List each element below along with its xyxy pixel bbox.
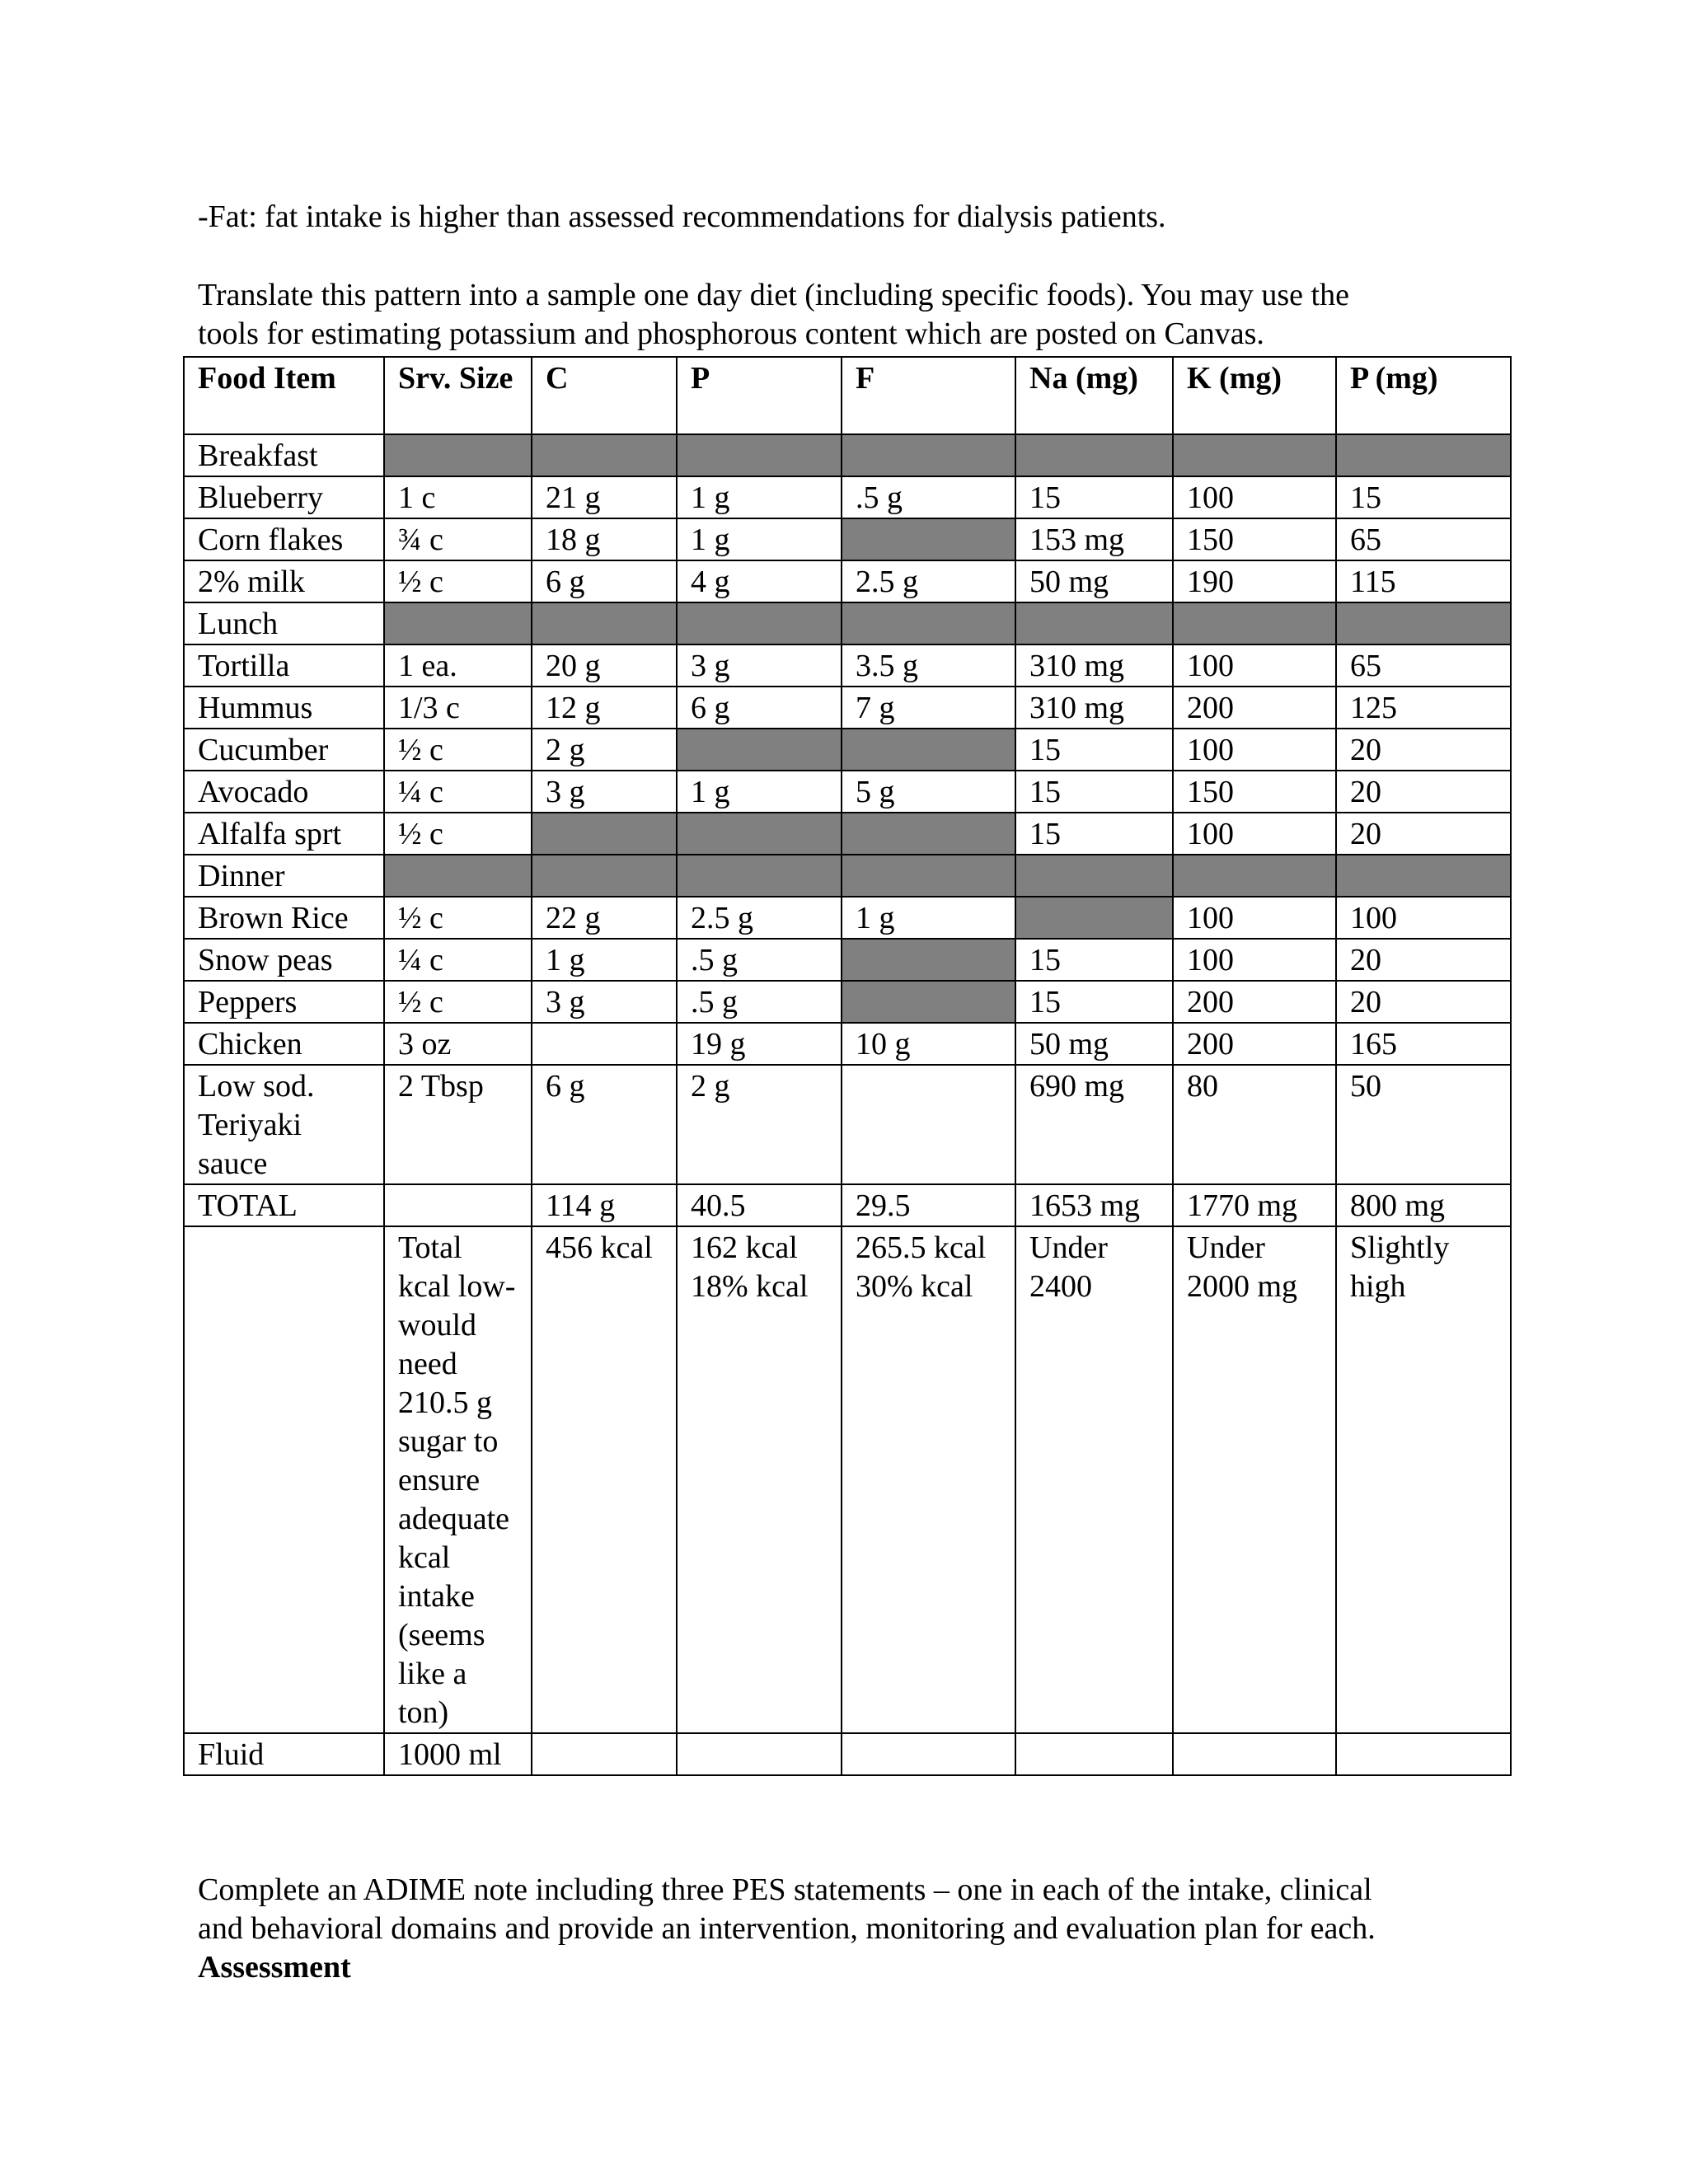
total-protein-cell: 40.5 — [677, 1184, 842, 1226]
phosphorus-cell: 165 — [1336, 1023, 1511, 1065]
serving-cell: 1 c — [384, 476, 532, 518]
translate-instructions — [198, 276, 1349, 354]
fluid-empty-cell — [532, 1733, 677, 1775]
potassium-cell: 150 — [1173, 518, 1336, 560]
phosphorus-cell: 15 — [1336, 476, 1511, 518]
potassium-cell: 100 — [1173, 644, 1336, 687]
carb-cell: 21 g — [532, 476, 677, 518]
total-phosphorus-cell: 800 mg — [1336, 1184, 1511, 1226]
shaded-cell — [1336, 855, 1511, 897]
shaded-cell — [384, 855, 532, 897]
food-item-cell: Hummus — [184, 687, 384, 729]
summary-row — [184, 1226, 1511, 1733]
total-row — [184, 1184, 1511, 1226]
fat-cell — [842, 981, 1015, 1023]
serving-cell: ¼ c — [384, 771, 532, 813]
phosphorus-cell: 20 — [1336, 981, 1511, 1023]
section-label-breakfast: Breakfast — [184, 434, 384, 476]
phosphorus-cell: 20 — [1336, 939, 1511, 981]
shaded-cell — [1336, 602, 1511, 644]
total-fat-cell: 29.5 — [842, 1184, 1015, 1226]
summary-protein-kcal: 162 kcal 18% kcal — [677, 1226, 842, 1733]
sodium-cell: 15 — [1015, 981, 1173, 1023]
food-item-cell: Avocado — [184, 771, 384, 813]
fluid-amount: 1000 ml — [384, 1733, 532, 1775]
fat-cell — [842, 939, 1015, 981]
food-item-cell: Alfalfa sprt — [184, 813, 384, 855]
table-row — [184, 1023, 1511, 1065]
serving-cell: 1/3 c — [384, 687, 532, 729]
potassium-cell: 100 — [1173, 476, 1336, 518]
shaded-cell — [532, 602, 677, 644]
serving-cell: 3 oz — [384, 1023, 532, 1065]
serving-cell: ½ c — [384, 897, 532, 939]
fat-intake-note: -Fat: fat intake is higher than assessed recommendations for dialysis patients. — [198, 199, 1166, 234]
section-row-dinner — [184, 855, 1511, 897]
header-carbohydrate: C — [532, 357, 677, 434]
fluid-label: Fluid — [184, 1733, 384, 1775]
phosphorus-cell: 100 — [1336, 897, 1511, 939]
shaded-cell — [384, 602, 532, 644]
protein-cell: 1 g — [677, 771, 842, 813]
carb-cell: 2 g — [532, 729, 677, 771]
shaded-cell — [1173, 434, 1336, 476]
food-item-cell: Brown Rice — [184, 897, 384, 939]
potassium-cell: 80 — [1173, 1065, 1336, 1184]
total-potassium-cell: 1770 mg — [1173, 1184, 1336, 1226]
summary-kcal-note: Total kcal low- would need 210.5 g sugar to ensure adequate kcal intake (seems like a ton) — [384, 1226, 532, 1733]
section-label-lunch: Lunch — [184, 602, 384, 644]
shaded-cell — [1015, 602, 1173, 644]
shaded-cell — [1336, 434, 1511, 476]
protein-cell — [677, 813, 842, 855]
carb-cell: 12 g — [532, 687, 677, 729]
summary-label-cell — [184, 1226, 384, 1733]
fluid-empty-cell — [1015, 1733, 1173, 1775]
fat-cell: 3.5 g — [842, 644, 1015, 687]
sodium-cell: 15 — [1015, 771, 1173, 813]
sodium-cell: 50 mg — [1015, 560, 1173, 602]
potassium-cell: 200 — [1173, 1023, 1336, 1065]
shaded-cell — [384, 434, 532, 476]
table-row — [184, 644, 1511, 687]
food-item-cell: 2% milk — [184, 560, 384, 602]
summary-sodium-note: Under 2400 — [1015, 1226, 1173, 1733]
shaded-cell — [532, 855, 677, 897]
potassium-cell: 100 — [1173, 729, 1336, 771]
phosphorus-cell: 65 — [1336, 518, 1511, 560]
protein-cell: .5 g — [677, 981, 842, 1023]
sodium-cell: 15 — [1015, 813, 1173, 855]
carb-cell — [532, 813, 677, 855]
phosphorus-cell: 20 — [1336, 813, 1511, 855]
table-row — [184, 518, 1511, 560]
phosphorus-cell: 115 — [1336, 560, 1511, 602]
section-label-dinner: Dinner — [184, 855, 384, 897]
table-header-row — [184, 357, 1511, 434]
table-row — [184, 687, 1511, 729]
fluid-empty-cell — [677, 1733, 842, 1775]
phosphorus-cell: 50 — [1336, 1065, 1511, 1184]
shaded-cell — [842, 434, 1015, 476]
potassium-cell: 200 — [1173, 981, 1336, 1023]
header-fat: F — [842, 357, 1015, 434]
phosphorus-cell: 125 — [1336, 687, 1511, 729]
serving-cell: ½ c — [384, 560, 532, 602]
serving-cell: ¼ c — [384, 939, 532, 981]
table-row — [184, 813, 1511, 855]
header-food-item: Food Item — [184, 357, 384, 434]
header-serving-size: Srv. Size — [384, 357, 532, 434]
shaded-cell — [677, 855, 842, 897]
fat-cell — [842, 518, 1015, 560]
shaded-cell — [532, 434, 677, 476]
sodium-cell: 310 mg — [1015, 687, 1173, 729]
serving-cell: ½ c — [384, 813, 532, 855]
sodium-cell: 15 — [1015, 729, 1173, 771]
serving-cell: ¾ c — [384, 518, 532, 560]
assessment-heading: Assessment — [198, 1950, 351, 1985]
table-row — [184, 771, 1511, 813]
header-potassium: K (mg) — [1173, 357, 1336, 434]
header-phosphorus: P (mg) — [1336, 357, 1511, 434]
serving-cell: ½ c — [384, 729, 532, 771]
summary-potassium-note: Under 2000 mg — [1173, 1226, 1336, 1733]
translate-line-1: Translate this pattern into a sample one day diet (including specific foods). You may use the — [198, 278, 1349, 312]
serving-cell: 1 ea. — [384, 644, 532, 687]
total-sodium-cell: 1653 mg — [1015, 1184, 1173, 1226]
total-label: TOTAL — [184, 1184, 384, 1226]
shaded-cell — [842, 855, 1015, 897]
potassium-cell: 100 — [1173, 939, 1336, 981]
phosphorus-cell: 20 — [1336, 771, 1511, 813]
adime-line-1: Complete an ADIME note including three PES statements – one in each of the intake, clinical — [198, 1872, 1372, 1907]
carb-cell: 3 g — [532, 771, 677, 813]
fluid-empty-cell — [1336, 1733, 1511, 1775]
fluid-row — [184, 1733, 1511, 1775]
fat-cell: 1 g — [842, 897, 1015, 939]
section-row-lunch — [184, 602, 1511, 644]
carb-cell: 20 g — [532, 644, 677, 687]
adime-line-2: and behavioral domains and provide an intervention, monitoring and evaluation plan for each. — [198, 1911, 1376, 1946]
table-row — [184, 560, 1511, 602]
header-protein: P — [677, 357, 842, 434]
protein-cell: 1 g — [677, 476, 842, 518]
total-serving-cell — [384, 1184, 532, 1226]
potassium-cell: 100 — [1173, 813, 1336, 855]
sodium-cell: 153 mg — [1015, 518, 1173, 560]
table-row — [184, 981, 1511, 1023]
protein-cell: 4 g — [677, 560, 842, 602]
table-row — [184, 476, 1511, 518]
section-row-breakfast — [184, 434, 1511, 476]
diet-table — [183, 356, 1512, 1776]
header-sodium: Na (mg) — [1015, 357, 1173, 434]
adime-instructions — [198, 1871, 1376, 1948]
food-item-cell: Tortilla — [184, 644, 384, 687]
sodium-cell — [1015, 897, 1173, 939]
fluid-empty-cell — [842, 1733, 1015, 1775]
shaded-cell — [1015, 855, 1173, 897]
fat-cell: .5 g — [842, 476, 1015, 518]
potassium-cell: 150 — [1173, 771, 1336, 813]
protein-cell: 2.5 g — [677, 897, 842, 939]
table-row — [184, 729, 1511, 771]
table-row — [184, 897, 1511, 939]
shaded-cell — [677, 602, 842, 644]
fat-cell — [842, 1065, 1015, 1184]
table-row — [184, 1065, 1511, 1184]
food-item-cell: Peppers — [184, 981, 384, 1023]
carb-cell: 22 g — [532, 897, 677, 939]
fat-cell: 2.5 g — [842, 560, 1015, 602]
protein-cell: 2 g — [677, 1065, 842, 1184]
sodium-cell: 50 mg — [1015, 1023, 1173, 1065]
shaded-cell — [1173, 602, 1336, 644]
carb-cell: 1 g — [532, 939, 677, 981]
shaded-cell — [1015, 434, 1173, 476]
summary-phosphorus-note: Slightly high — [1336, 1226, 1511, 1733]
potassium-cell: 200 — [1173, 687, 1336, 729]
carb-cell: 6 g — [532, 1065, 677, 1184]
sodium-cell: 15 — [1015, 476, 1173, 518]
protein-cell — [677, 729, 842, 771]
shaded-cell — [842, 602, 1015, 644]
fat-cell: 10 g — [842, 1023, 1015, 1065]
carb-cell — [532, 1023, 677, 1065]
total-carb-cell: 114 g — [532, 1184, 677, 1226]
sodium-cell: 15 — [1015, 939, 1173, 981]
protein-cell: 6 g — [677, 687, 842, 729]
summary-fat-kcal: 265.5 kcal 30% kcal — [842, 1226, 1015, 1733]
table-row — [184, 939, 1511, 981]
sodium-cell: 310 mg — [1015, 644, 1173, 687]
sodium-cell: 690 mg — [1015, 1065, 1173, 1184]
serving-cell: ½ c — [384, 981, 532, 1023]
carb-cell: 3 g — [532, 981, 677, 1023]
food-item-cell: Blueberry — [184, 476, 384, 518]
food-item-cell: Chicken — [184, 1023, 384, 1065]
protein-cell: 1 g — [677, 518, 842, 560]
potassium-cell: 100 — [1173, 897, 1336, 939]
food-item-cell: Corn flakes — [184, 518, 384, 560]
protein-cell: 19 g — [677, 1023, 842, 1065]
fluid-empty-cell — [1173, 1733, 1336, 1775]
phosphorus-cell: 20 — [1336, 729, 1511, 771]
carb-cell: 6 g — [532, 560, 677, 602]
translate-line-2: tools for estimating potassium and phosphorous content which are posted on Canvas. — [198, 316, 1264, 351]
summary-carb-kcal: 456 kcal — [532, 1226, 677, 1733]
serving-cell: 2 Tbsp — [384, 1065, 532, 1184]
shaded-cell — [1173, 855, 1336, 897]
food-item-cell: Low sod. Teriyaki sauce — [184, 1065, 384, 1184]
shaded-cell — [677, 434, 842, 476]
carb-cell: 18 g — [532, 518, 677, 560]
fat-cell: 7 g — [842, 687, 1015, 729]
fat-cell: 5 g — [842, 771, 1015, 813]
fat-cell — [842, 813, 1015, 855]
protein-cell: .5 g — [677, 939, 842, 981]
fat-cell — [842, 729, 1015, 771]
potassium-cell: 190 — [1173, 560, 1336, 602]
food-item-cell: Cucumber — [184, 729, 384, 771]
protein-cell: 3 g — [677, 644, 842, 687]
food-item-cell: Snow peas — [184, 939, 384, 981]
phosphorus-cell: 65 — [1336, 644, 1511, 687]
